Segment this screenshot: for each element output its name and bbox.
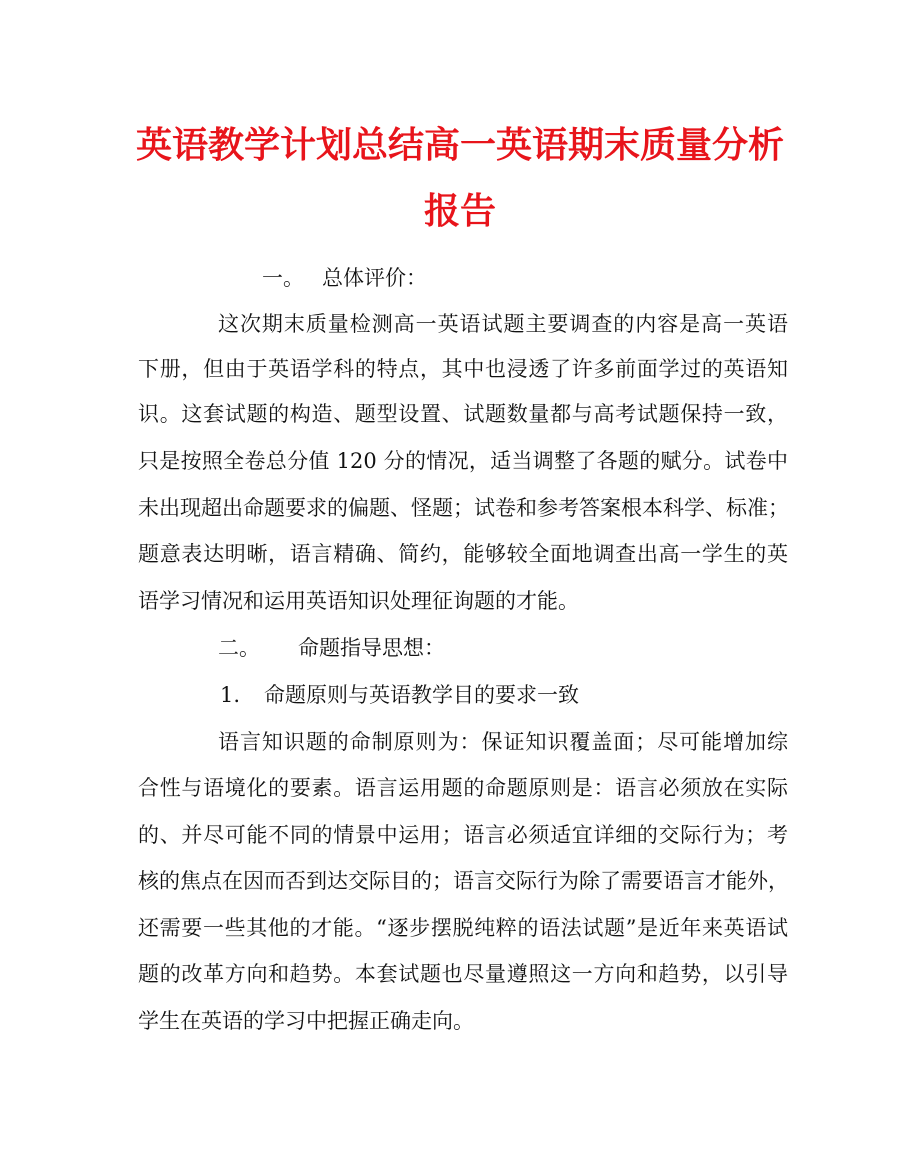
- paragraph-line: 识。这套试题的构造、题型设置、试题数量都与高考试题保持一致，: [138, 402, 788, 426]
- paragraph-line: 学生在英语的学习中把握正确走向。: [138, 1009, 474, 1033]
- section-2-title: 命题指导思想：: [298, 636, 445, 660]
- paragraph-line: 题的改革方向和趋势。本套试题也尽量遵照这一方向和趋势，以引导: [138, 962, 788, 986]
- document-title-line-1: 英语教学计划总结高一英语期末质量分析: [135, 125, 784, 166]
- paragraph-line: 这次期末质量检测高一英语试题主要调查的内容是高一英语: [218, 312, 788, 336]
- paragraph-line: 语言知识题的命制原则为：保证知识覆盖面；尽可能增加综: [218, 730, 788, 754]
- subheading-1-number: 1.: [220, 683, 241, 707]
- section-1-title: 总体评价：: [322, 266, 427, 290]
- paragraph-line: 核的焦点在因而否到达交际目的；语言交际行为除了需要语言才能外，: [138, 869, 789, 893]
- paragraph-line: 还需要一些其他的才能。“逐步摆脱纯粹的语法试题”是近年来英语试: [138, 916, 788, 940]
- subheading-1-title: 命题原则与英语教学目的要求一致: [264, 683, 580, 707]
- section-1-heading: [262, 266, 427, 290]
- paragraph-line: 只是按照全卷总分值 120 分的情况，适当调整了各题的赋分。试卷中: [138, 449, 788, 473]
- paragraph-line: 未出现超出命题要求的偏题、怪题；试卷和参考答案根本科学、标准；: [138, 496, 789, 520]
- paragraph-line: 语学习情况和运用英语知识处理征询题的才能。: [138, 589, 579, 613]
- paragraph-line: 下册，但由于英语学科的特点，其中也浸透了许多前面学过的英语知: [138, 357, 788, 381]
- paragraph-line: 题意表达明晰，语言精确、简约，能够较全面地调查出高一学生的英: [138, 542, 788, 566]
- paragraph-line: 合性与语境化的要素。语言运用题的命题原则是：语言必须放在实际: [138, 776, 788, 800]
- section-2-subheading-1: [220, 683, 579, 707]
- document-title-line-2: 报告: [423, 191, 496, 232]
- section-1-number: 一。: [262, 266, 304, 290]
- section-2-heading: [218, 636, 445, 660]
- section-2-number: 二。: [218, 636, 260, 660]
- paragraph-line: 的、并尽可能不同的情景中运用；语言必须适宜详细的交际行为；考: [138, 823, 788, 847]
